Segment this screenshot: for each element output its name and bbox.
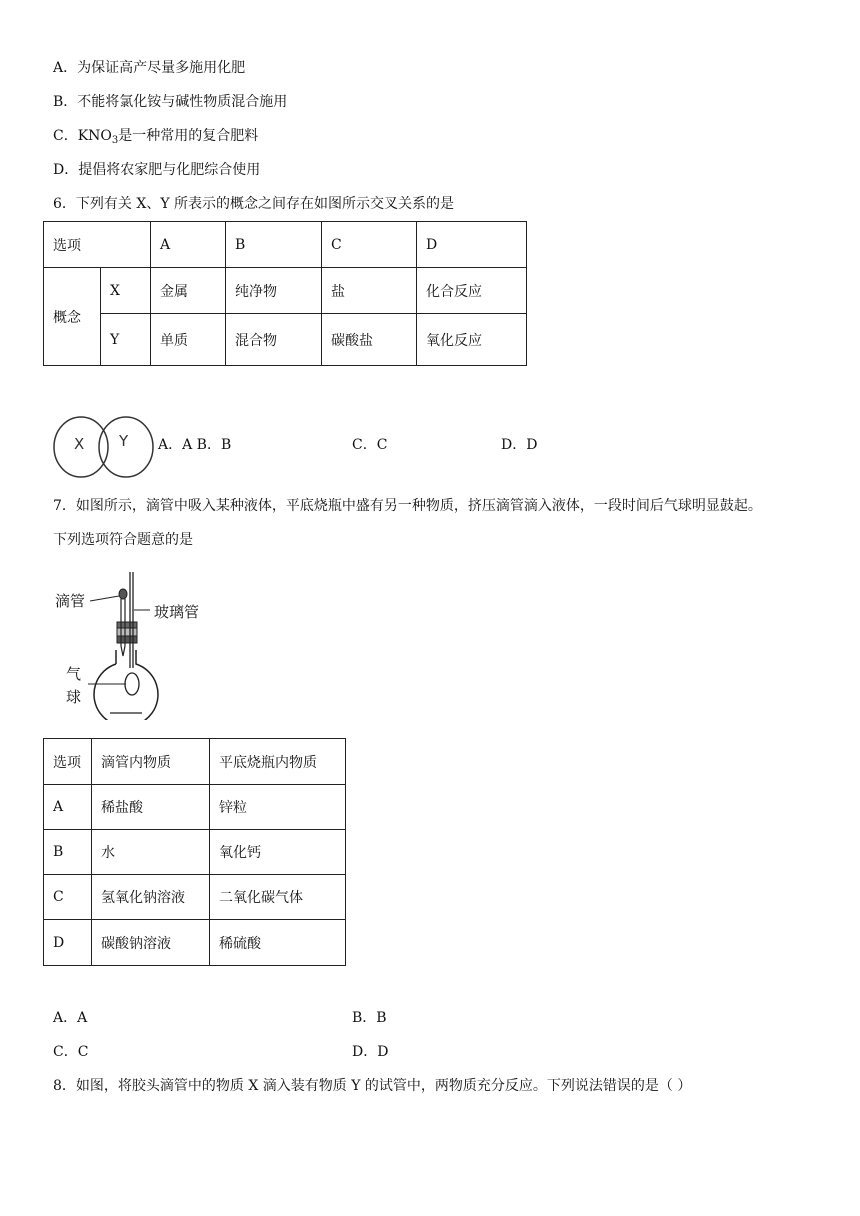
q6-header-cell: D xyxy=(417,222,527,268)
q5-option-c-prefix: C．KNO xyxy=(53,128,112,144)
stopper-middle xyxy=(117,628,137,636)
q7-table-row xyxy=(44,785,346,830)
dropper-bulb xyxy=(119,589,127,599)
q6-cell: 纯净物 xyxy=(226,268,322,314)
q6-table-header-row xyxy=(44,222,527,268)
q6-stem: 6．下列有关 X、Y 所表示的概念之间存在如图所示交叉关系的是 xyxy=(53,196,455,212)
venn-label-y: Y xyxy=(119,432,129,450)
q7-table-header-row xyxy=(44,739,346,785)
label-glass-tube: 玻璃管 xyxy=(154,603,200,621)
q7-cell: 氢氧化钠溶液 xyxy=(92,875,210,920)
stopper-bottom xyxy=(117,636,137,643)
q7-option-b: B．B xyxy=(352,1010,387,1026)
q6-table xyxy=(43,221,527,366)
q6-option-c: C．C xyxy=(352,437,388,453)
flat-bottom-flask xyxy=(94,650,158,720)
q6-header-cell: B xyxy=(226,222,322,268)
q6-cell: 氧化反应 xyxy=(417,314,527,366)
q7-header-cell: 选项 xyxy=(44,739,92,785)
q7-cell: B xyxy=(44,830,92,875)
q6-group-label: 概念 xyxy=(44,268,101,366)
q7-stem-line2: 下列选项符合题意的是 xyxy=(53,532,193,548)
q6-option-d: D．D xyxy=(501,437,538,453)
q7-header-cell: 平底烧瓶内物质 xyxy=(210,739,346,785)
q7-cell: 锌粒 xyxy=(210,785,346,830)
stopper-top xyxy=(117,622,137,628)
label-balloon-2: 球 xyxy=(66,688,82,706)
q6-cell: 化合反应 xyxy=(417,268,527,314)
q7-cell: 稀盐酸 xyxy=(92,785,210,830)
q6-row-label: X xyxy=(101,268,151,314)
q7-cell: 水 xyxy=(92,830,210,875)
q7-cell: 二氧化碳气体 xyxy=(210,875,346,920)
q6-cell: 金属 xyxy=(151,268,226,314)
q6-cell: 混合物 xyxy=(226,314,322,366)
q6-cell: 盐 xyxy=(322,268,417,314)
q7-cell: 碳酸钠溶液 xyxy=(92,920,210,966)
q7-option-c: C．C xyxy=(53,1044,89,1060)
q6-cell: 碳酸盐 xyxy=(322,314,417,366)
q7-header-cell: 滴管内物质 xyxy=(92,739,210,785)
q7-cell: D xyxy=(44,920,92,966)
q6-table-row xyxy=(44,268,527,314)
q7-apparatus-figure xyxy=(50,568,220,720)
q6-header-cell: A xyxy=(151,222,226,268)
q5-option-c-subscript: 3 xyxy=(111,135,119,146)
q7-table-row xyxy=(44,920,346,966)
q7-cell: 氧化钙 xyxy=(210,830,346,875)
q7-cell: 稀硫酸 xyxy=(210,920,346,966)
q7-option-d: D．D xyxy=(352,1044,389,1060)
q6-table-row xyxy=(44,314,527,366)
q7-stem-line1: 7．如图所示，滴管中吸入某种液体，平底烧瓶中盛有另一种物质，挤压滴管滴入液体，一段时间后气球明显鼓起。 xyxy=(53,498,762,514)
q7-option-a: A．A xyxy=(53,1010,88,1026)
q8-stem: 8．如图，将胶头滴管中的物质 X 滴入装有物质 Y 的试管中，两物质充分反应。下列说法错误的是（ ） xyxy=(53,1078,692,1094)
venn-label-x: X xyxy=(74,435,85,453)
q7-cell: C xyxy=(44,875,92,920)
q5-option-a: A．为保证高产尽量多施用化肥 xyxy=(53,60,246,76)
dropper-leader-line xyxy=(90,596,119,601)
q7-table xyxy=(43,738,346,966)
label-dropper: 滴管 xyxy=(55,592,86,610)
q6-cell: 单质 xyxy=(151,314,226,366)
q6-option-ab: A．A B．B xyxy=(158,437,232,453)
q5-option-c xyxy=(53,126,258,151)
q7-table-row xyxy=(44,875,346,920)
q6-header-cell: C xyxy=(322,222,417,268)
q6-row-label: Y xyxy=(101,314,151,366)
balloon xyxy=(125,673,139,695)
q6-header-cell: 选项 xyxy=(44,222,151,268)
q7-table-row xyxy=(44,830,346,875)
label-balloon-1: 气 xyxy=(66,665,82,683)
q5-option-d: D．提倡将农家肥与化肥综合使用 xyxy=(53,162,261,178)
q7-cell: A xyxy=(44,785,92,830)
q6-venn-diagram xyxy=(52,415,162,481)
q5-option-b: B．不能将氯化铵与碱性物质混合施用 xyxy=(53,94,288,110)
q5-option-c-suffix: 是一种常用的复合肥料 xyxy=(118,128,259,144)
